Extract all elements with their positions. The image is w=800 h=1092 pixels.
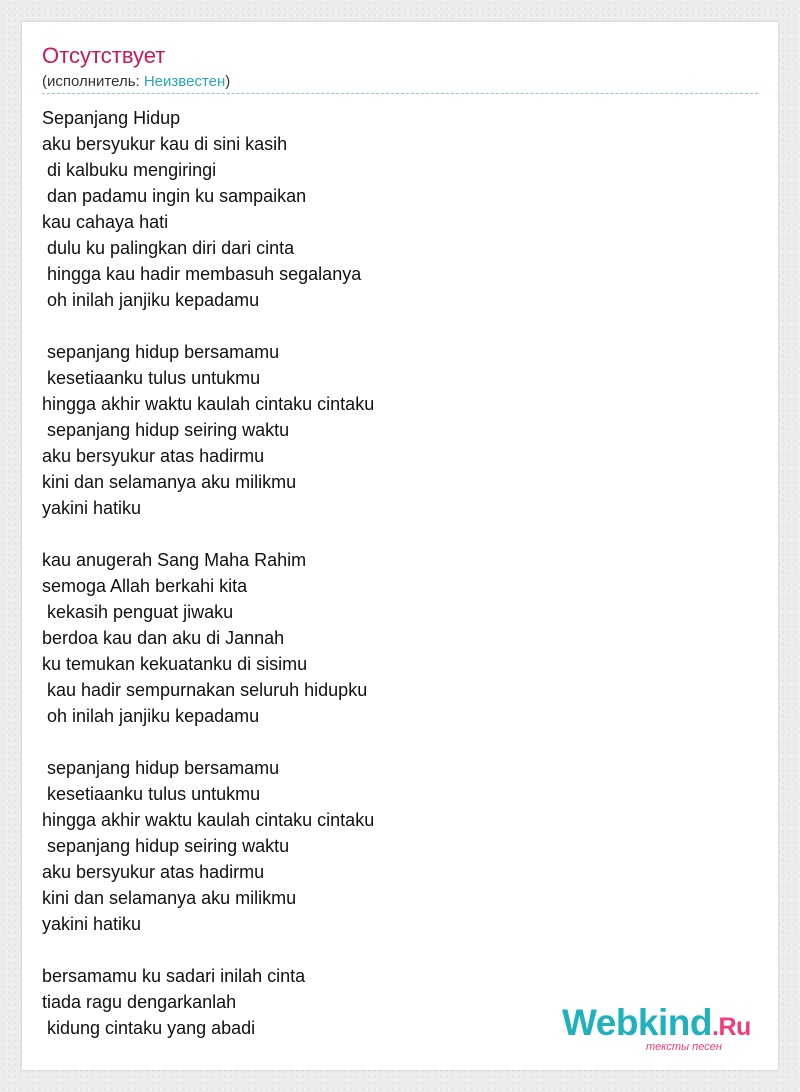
stanza-break	[42, 521, 758, 547]
lyric-line: oh inilah janjiku kepadamu	[42, 706, 260, 726]
lyric-line: kesetiaanku tulus untukmu	[42, 784, 261, 804]
lyric-line: aku bersyukur atas hadirmu	[42, 862, 265, 882]
lyric-line: kini dan selamanya aku milikmu	[42, 472, 297, 492]
song-title: Отсутствует	[42, 43, 166, 68]
lyric-line: kesetiaanku tulus untukmu	[42, 368, 261, 388]
stanza-break	[42, 729, 758, 755]
lyric-line: di kalbuku mengiringi	[42, 160, 217, 180]
lyric-line: kini dan selamanya aku milikmu	[42, 888, 297, 908]
title-divider	[42, 93, 758, 94]
site-logo[interactable]	[562, 1003, 758, 1053]
logo-tagline: тексты песен	[646, 1041, 722, 1053]
lyric-line: semoga Allah berkahi kita	[42, 576, 248, 596]
lyric-line: yakini hatiku	[42, 498, 142, 518]
lyric-line: sepanjang hidup bersamamu	[42, 342, 280, 362]
lyric-line: berdoa kau dan aku di Jannah	[42, 628, 285, 648]
artist-prefix: (исполнитель:	[42, 73, 144, 90]
lyric-line: aku bersyukur atas hadirmu	[42, 446, 265, 466]
lyric-line: yakini hatiku	[42, 914, 142, 934]
lyric-line: sepanjang hidup seiring waktu	[42, 836, 290, 856]
lyric-line: dan padamu ingin ku sampaikan	[42, 186, 307, 206]
lyric-line: oh inilah janjiku kepadamu	[42, 290, 260, 310]
lyric-line: kidung cintaku yang abadi	[42, 1018, 256, 1038]
lyric-line: kau anugerah Sang Maha Rahim	[42, 550, 307, 570]
lyric-line: aku bersyukur kau di sini kasih	[42, 134, 288, 154]
artist-suffix: )	[225, 73, 231, 90]
lyric-line: tiada ragu dengarkanlah	[42, 992, 237, 1012]
lyric-line: ku temukan kekuatanku di sisimu	[42, 654, 308, 674]
lyric-line: sepanjang hidup seiring waktu	[42, 420, 290, 440]
lyric-line: sepanjang hidup bersamamu	[42, 758, 280, 778]
lyric-line: hingga akhir waktu kaulah cintaku cintaku	[42, 394, 375, 414]
logo-tld: .Ru	[712, 1013, 751, 1041]
artist-link[interactable]: Неизвестен	[143, 73, 226, 90]
lyric-line: dulu ku palingkan diri dari cinta	[42, 238, 295, 258]
logo-main-text: Webkind	[562, 1002, 712, 1043]
lyric-line: kau hadir sempurnakan seluruh hidupku	[42, 680, 368, 700]
lyric-line: hingga kau hadir membasuh segalanya	[42, 264, 362, 284]
lyrics-text	[42, 105, 758, 1041]
stanza-break	[42, 313, 758, 339]
lyrics-card	[22, 22, 778, 1070]
lyric-line: kekasih penguat jiwaku	[42, 602, 234, 622]
lyric-line: kau cahaya hati	[42, 212, 169, 232]
stanza-break	[42, 937, 758, 963]
lyric-line: Sepanjang Hidup	[42, 108, 181, 128]
lyric-line: hingga akhir waktu kaulah cintaku cintaku	[42, 810, 375, 830]
lyric-line: bersamamu ku sadari inilah cinta	[42, 966, 306, 986]
artist-line	[42, 73, 230, 91]
